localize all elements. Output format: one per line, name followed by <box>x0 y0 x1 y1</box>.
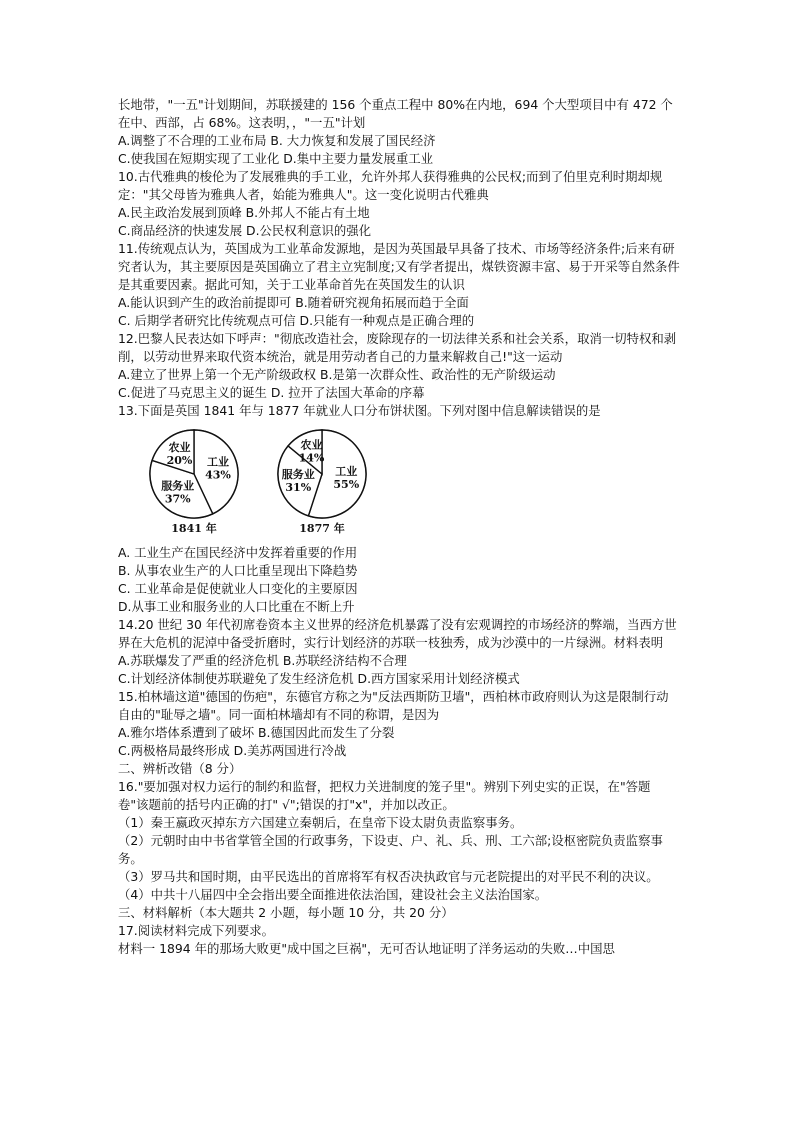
q10-stem: 10.古代雅典的梭伦为了发展雅典的手工业，允许外邦人获得雅典的公民权;而到了伯里克利时期却规定："其父母皆为雅典人者，始能为雅典人"。这一变化说明古代雅典 <box>118 169 663 202</box>
section-3-heading: 三、材料解析（本大题共 2 小题，每小题 10 分，共 20 分） <box>118 905 454 920</box>
q13-option-d: D.从事工业和服务业的人口比重在不断上升 <box>118 599 355 614</box>
q13-option-a: A. 工业生产在国民经济中发挥着重要的作用 <box>118 545 358 560</box>
pie-charts-figure <box>118 422 680 540</box>
q16-item-3: （3）罗马共和国时期，由平民选出的首席将军有权否决执政官与元老院提出的对平民不利的决议。 <box>118 869 659 884</box>
q15-stem: 15.柏林墙这道"德国的伤疤"，东德官方称之为"反法西斯防卫墙"，西柏林市政府则认为这是限制行动自由的"耻辱之墙"。同一面柏林墙却有不同的称谓，是因为 <box>118 689 669 722</box>
q17-material-1: 材料一 1894 年的那场大败更"成中国之巨祸"，无可否认地证明了洋务运动的失败…中国思 <box>118 941 615 956</box>
q13-stem: 13.下面是英国 1841 年与 1877 年就业人口分布饼状图。下列对图中信息解读错误的是 <box>118 403 601 418</box>
section-2-heading: 二、辨析改错（8 分） <box>118 761 242 776</box>
q14-stem: 14.20 世纪 30 年代初席卷资本主义世界的经济危机暴露了没有宏观调控的市场经济的弊端，当西方世界在大危机的泥淖中备受折磨时，实行计划经济的苏联一枝独秀，成为沙漠中的一片绿洲。材料表明 <box>118 617 677 650</box>
q11-options-ab: A.能认识到产生的政治前提即可 B.随着研究视角拓展而趋于全面 <box>118 295 469 310</box>
q17-stem: 17.阅读材料完成下列要求。 <box>118 923 275 938</box>
q16-item-4: （4）中共十八届四中全会指出要全面推进依法治国，建设社会主义法治国家。 <box>118 887 548 902</box>
q13-option-c: C. 工业革命是促使就业人口变化的主要原因 <box>118 581 358 596</box>
q16-item-2: （2）元朝时由中书省掌管全国的行政事务，下设吏、户、礼、兵、刑、工六部;设枢密院负责监察事务。 <box>118 833 663 866</box>
q9-options-ab: A.调整了不合理的工业布局 B. 大力恢复和发展了国民经济 <box>118 133 436 148</box>
pie-value-0-2: 20% <box>166 454 193 468</box>
pie-value-1-0: 55% <box>333 477 360 491</box>
q16-item-1: （1）秦王嬴政灭掉东方六国建立秦朝后，在皇帝下设太尉负责监察事务。 <box>118 815 523 830</box>
pie-label-0-2: 农业 <box>168 441 191 455</box>
pie-label-0-0: 工业 <box>207 455 229 469</box>
q13-option-b: B. 从事农业生产的人口比重呈现出下降趋势 <box>118 563 358 578</box>
pie-value-0-0: 43% <box>205 468 231 482</box>
q15-options-ab: A.雅尔塔体系遭到了破坏 B.德国因此而发生了分裂 <box>118 725 395 740</box>
q10-options-ab: A.民主政治发展到顶峰 B.外邦人不能占有土地 <box>118 205 370 220</box>
q9-stem-end: 长地带，"一五"计划期间，苏联援建的 156 个重点工程中 80%在内地，694 个大型项目中有 472 个在中、西部，占 68%。这表明，，"一五"计划 <box>118 97 673 130</box>
pie-value-0-1: 37% <box>164 492 191 506</box>
pie-label-1-0: 工业 <box>335 464 358 478</box>
q15-options-cd: C.两极格局最终形成 D.美苏两国进行冷战 <box>118 743 347 758</box>
q14-options-ab: A.苏联爆发了严重的经济危机 B.苏联经济结构不合理 <box>118 653 407 668</box>
q11-options-cd: C. 后期学者研究比传统观点可信 D.只能有一种观点是正确合理的 <box>118 313 475 328</box>
q12-options-ab: A.建立了世界上第一个无产阶级政权 B.是第一次群众性、政治性的无产阶级运动 <box>118 367 556 382</box>
pie-label-0-1: 服务业 <box>161 479 195 493</box>
q12-stem: 12.巴黎人民表达如下呼声："彻底改造社会，废除现存的一切法律关系和社会关系，取消一切特权和剥削，以劳动世界来取代资本统治，就是用劳动者自己的力量来解救自己!"这一运动 <box>118 331 677 364</box>
q14-options-cd: C.计划经济体制使苏联避免了发生经济危机 D.西方国家采用计划经济模式 <box>118 671 520 686</box>
pie-value-1-1: 31% <box>285 480 312 494</box>
q12-options-cd: C.促进了马克思主义的诞生 D. 拉开了法国大革命的序幕 <box>118 385 425 400</box>
pie-charts-svg <box>132 422 372 538</box>
exam-text-body <box>118 96 680 958</box>
pie-title-1: 1877 年 <box>299 522 345 535</box>
pie-label-1-2: 农业 <box>300 438 323 452</box>
pie-value-1-2: 14% <box>298 451 325 465</box>
q9-options-cd: C.使我国在短期实现了工业化 D.集中主要力量发展重工业 <box>118 151 433 166</box>
q16-stem: 16."要加强对权力运行的制约和监督，把权力关进制度的笼子里"。辨别下列史实的正误，在"答题卷"该题前的括号内正确的打" √";错误的打"x"，并加以改正。 <box>118 779 651 812</box>
pie-label-1-1: 服务业 <box>281 467 315 481</box>
q10-options-cd: C.商品经济的快速发展 D.公民权利意识的强化 <box>118 223 372 238</box>
q11-stem: 11.传统观点认为，英国成为工业革命发源地，是因为英国最早具备了技术、市场等经济条件;后来有研究者认为，其主要原因是英国确立了君主立宪制度;又有学者提出，煤铁资源丰富、易于开采等自然条件是其重要因素。据此可知，关于工业革命首先在英国发生的认识 <box>118 241 680 292</box>
pie-title-0: 1841 年 <box>171 522 217 535</box>
